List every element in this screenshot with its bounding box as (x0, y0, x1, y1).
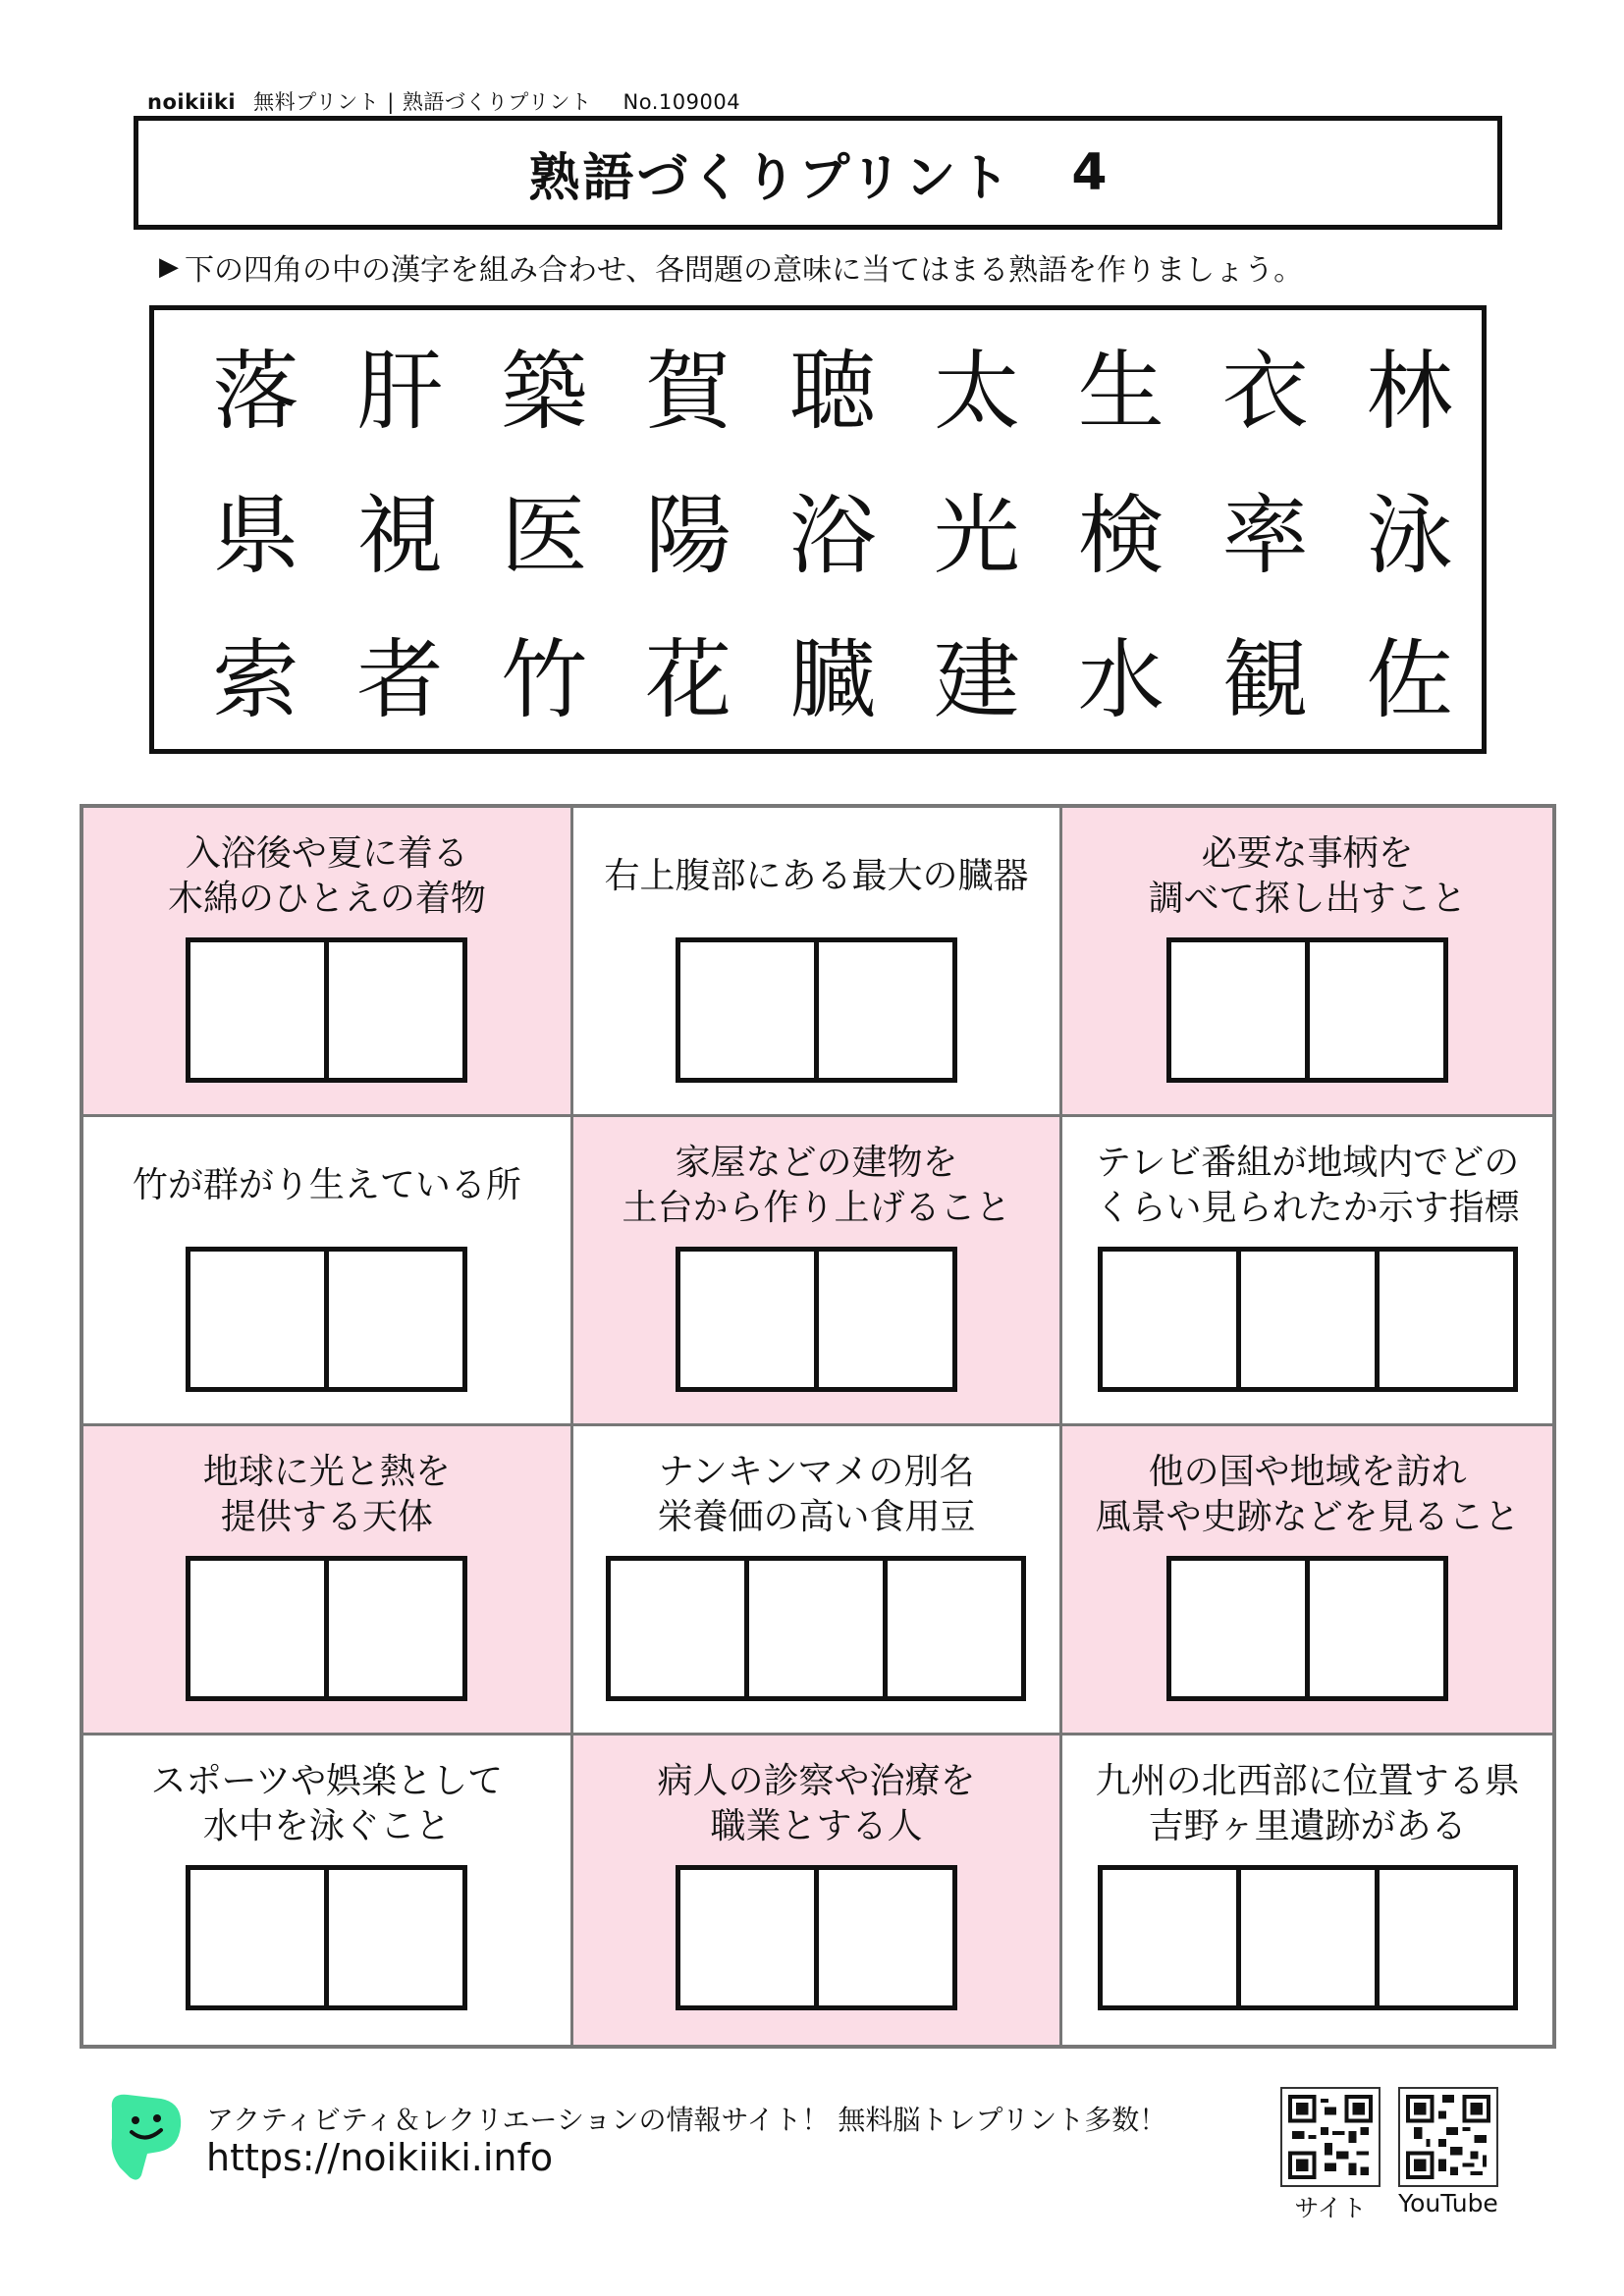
answer-box[interactable] (744, 1556, 888, 1701)
question-clue (1062, 1448, 1552, 1542)
footer-url-link[interactable]: https://noikiiki.info (206, 2136, 554, 2179)
answer-box[interactable] (1305, 937, 1448, 1083)
kanji-row (154, 631, 1482, 729)
answer-box[interactable] (186, 1247, 329, 1392)
clue-line: ナンキンマメの別名 (658, 1452, 975, 1492)
question-cell (573, 808, 1063, 1117)
kanji-char: 浴 (789, 485, 877, 586)
header-section: 熟語づくりプリント (402, 90, 592, 114)
qr-pattern-icon (1406, 2095, 1490, 2179)
answer-box[interactable] (324, 1247, 467, 1392)
answer-box[interactable] (186, 1556, 329, 1701)
answer-box[interactable] (1305, 1556, 1448, 1701)
kanji-char: 水 (1077, 629, 1164, 730)
header-line (147, 86, 740, 116)
triangle-marker-icon: ▶ (159, 252, 179, 282)
kanji-bank (149, 305, 1487, 754)
question-cell (1062, 1426, 1552, 1735)
answer-boxes (573, 1865, 1060, 2010)
qr-youtube-label: YouTube (1398, 2189, 1498, 2217)
question-cell (83, 1117, 573, 1426)
kanji-char: 聴 (789, 341, 877, 442)
header-separator: | (387, 90, 395, 114)
answer-boxes (83, 1247, 570, 1392)
answer-box[interactable] (324, 1865, 467, 2010)
clue-line: 風景や史跡などを見ること (1095, 1497, 1520, 1537)
question-clue (1062, 1757, 1552, 1851)
instruction (159, 245, 1303, 289)
answer-box[interactable] (676, 1247, 819, 1392)
kanji-row (154, 343, 1482, 441)
question-cell (573, 1735, 1063, 2045)
answer-box[interactable] (814, 1865, 957, 2010)
answer-boxes (1062, 1556, 1552, 1701)
question-clue (573, 1448, 1060, 1542)
clue-line: 他の国や地域を訪れ (1148, 1452, 1467, 1492)
question-cell (83, 1426, 573, 1735)
answer-boxes (1062, 1865, 1552, 2010)
answer-box[interactable] (1375, 1247, 1518, 1392)
print-number: No.109004 (623, 90, 741, 114)
clue-line: テレビ番組が地域内でどの (1096, 1143, 1520, 1183)
question-clue (1062, 829, 1552, 924)
kanji-char: 生 (1077, 341, 1164, 442)
clue-line: 木綿のひとえの着物 (167, 879, 486, 919)
answer-box[interactable] (324, 1556, 467, 1701)
question-clue (83, 1757, 570, 1851)
clue-line: 九州の北西部に位置する県 (1095, 1761, 1520, 1801)
answer-boxes (83, 937, 570, 1083)
answer-boxes (83, 1865, 570, 2010)
kanji-char: 築 (501, 341, 588, 442)
answer-box[interactable] (676, 937, 819, 1083)
kanji-char: 花 (645, 629, 732, 730)
kanji-char: 陽 (645, 485, 732, 586)
clue-line: 職業とする人 (710, 1806, 923, 1846)
answer-box[interactable] (606, 1556, 749, 1701)
kanji-char: 観 (1221, 629, 1309, 730)
answer-box[interactable] (1166, 1556, 1310, 1701)
clue-line: 吉野ヶ里遺跡がある (1148, 1806, 1467, 1846)
instruction-text: 下の四角の中の漢字を組み合わせ、各問題の意味に当てはまる熟語を作りましょう。 (185, 253, 1304, 288)
answer-box[interactable] (1098, 1865, 1241, 2010)
question-cell (1062, 1117, 1552, 1426)
question-clue (83, 829, 570, 924)
question-cell (1062, 1735, 1552, 2045)
page-title: 熟語づくりプリント (528, 148, 1013, 208)
header-brand: noikiiki (147, 90, 237, 114)
answer-boxes (1062, 1247, 1552, 1392)
clue-line: スポーツや娯楽として (150, 1761, 504, 1801)
clue-line: 右上腹部にある最大の臓器 (604, 856, 1029, 896)
answer-boxes (573, 1247, 1060, 1392)
kanji-char: 臓 (789, 629, 877, 730)
kanji-char: 竹 (501, 629, 588, 730)
question-clue (83, 1448, 570, 1542)
clue-line: くらい見られたか示す指標 (1095, 1188, 1520, 1228)
page-number: 4 (1071, 143, 1108, 202)
clue-line: 入浴後や夏に着る (185, 833, 468, 874)
noikiiki-logo-icon (102, 2089, 189, 2183)
question-grid (80, 804, 1556, 2049)
question-clue (573, 829, 1060, 924)
kanji-char: 林 (1366, 341, 1453, 442)
answer-box[interactable] (1236, 1865, 1380, 2010)
answer-box[interactable] (186, 1865, 329, 2010)
answer-boxes (573, 1556, 1060, 1701)
question-cell (1062, 808, 1552, 1117)
question-clue (573, 1757, 1060, 1851)
question-clue (573, 1139, 1060, 1233)
kanji-char: 肝 (356, 341, 444, 442)
qr-pattern-icon (1288, 2095, 1373, 2179)
header-category: 無料プリント (253, 90, 380, 114)
answer-box[interactable] (814, 937, 957, 1083)
kanji-char: 視 (356, 485, 444, 586)
clue-line: 提供する天体 (220, 1497, 433, 1537)
kanji-char: 光 (933, 485, 1020, 586)
clue-line: 竹が群がり生えている所 (132, 1165, 521, 1205)
qr-code-site-icon[interactable] (1280, 2087, 1380, 2187)
clue-line: 水中を泳ぐこと (202, 1806, 451, 1846)
kanji-char: 索 (212, 629, 299, 730)
kanji-char: 太 (933, 341, 1020, 442)
kanji-char: 検 (1077, 485, 1164, 586)
answer-box[interactable] (676, 1865, 819, 2010)
answer-boxes (1062, 937, 1552, 1083)
question-cell (573, 1426, 1063, 1735)
question-clue (83, 1139, 570, 1233)
answer-box[interactable] (324, 937, 467, 1083)
title-box (134, 116, 1502, 230)
question-cell (573, 1117, 1063, 1426)
answer-box[interactable] (1236, 1247, 1380, 1392)
footer-tagline: アクティビティ＆レクリエーションの情報サイト！ 無料脳トレプリント多数！ (206, 2104, 1167, 2136)
kanji-char: 者 (356, 629, 444, 730)
kanji-char: 衣 (1221, 341, 1309, 442)
clue-line: 栄養価の高い食用豆 (657, 1497, 976, 1537)
clue-line: 病人の診察や治療を (657, 1761, 976, 1801)
answer-box[interactable] (814, 1247, 957, 1392)
kanji-char: 賀 (645, 341, 732, 442)
kanji-char: 落 (212, 341, 299, 442)
kanji-char: 県 (212, 485, 299, 586)
clue-line: 土台から作り上げること (622, 1188, 1011, 1228)
clue-line: 地球に光と熱を (202, 1452, 451, 1492)
answer-box[interactable] (1098, 1247, 1241, 1392)
kanji-char: 医 (501, 485, 588, 586)
clue-line: 調べて探し出すこと (1148, 879, 1467, 919)
qr-site-label: サイト (1294, 2194, 1367, 2222)
kanji-char: 建 (933, 629, 1020, 730)
answer-box[interactable] (186, 937, 329, 1083)
clue-line: 家屋などの建物を (675, 1143, 958, 1183)
answer-box[interactable] (1166, 937, 1310, 1083)
clue-line: 必要な事柄を (1201, 833, 1414, 874)
question-cell (83, 1735, 573, 2045)
question-cell (83, 808, 573, 1117)
qr-code-youtube-icon[interactable] (1398, 2087, 1498, 2187)
answer-box[interactable] (1375, 1865, 1518, 2010)
kanji-char: 佐 (1366, 629, 1453, 730)
kanji-char: 泳 (1366, 485, 1453, 586)
kanji-row (154, 487, 1482, 585)
answer-box[interactable] (883, 1556, 1026, 1701)
kanji-char: 率 (1221, 485, 1309, 586)
answer-boxes (83, 1556, 570, 1701)
question-clue (1062, 1139, 1552, 1233)
answer-boxes (573, 937, 1060, 1083)
